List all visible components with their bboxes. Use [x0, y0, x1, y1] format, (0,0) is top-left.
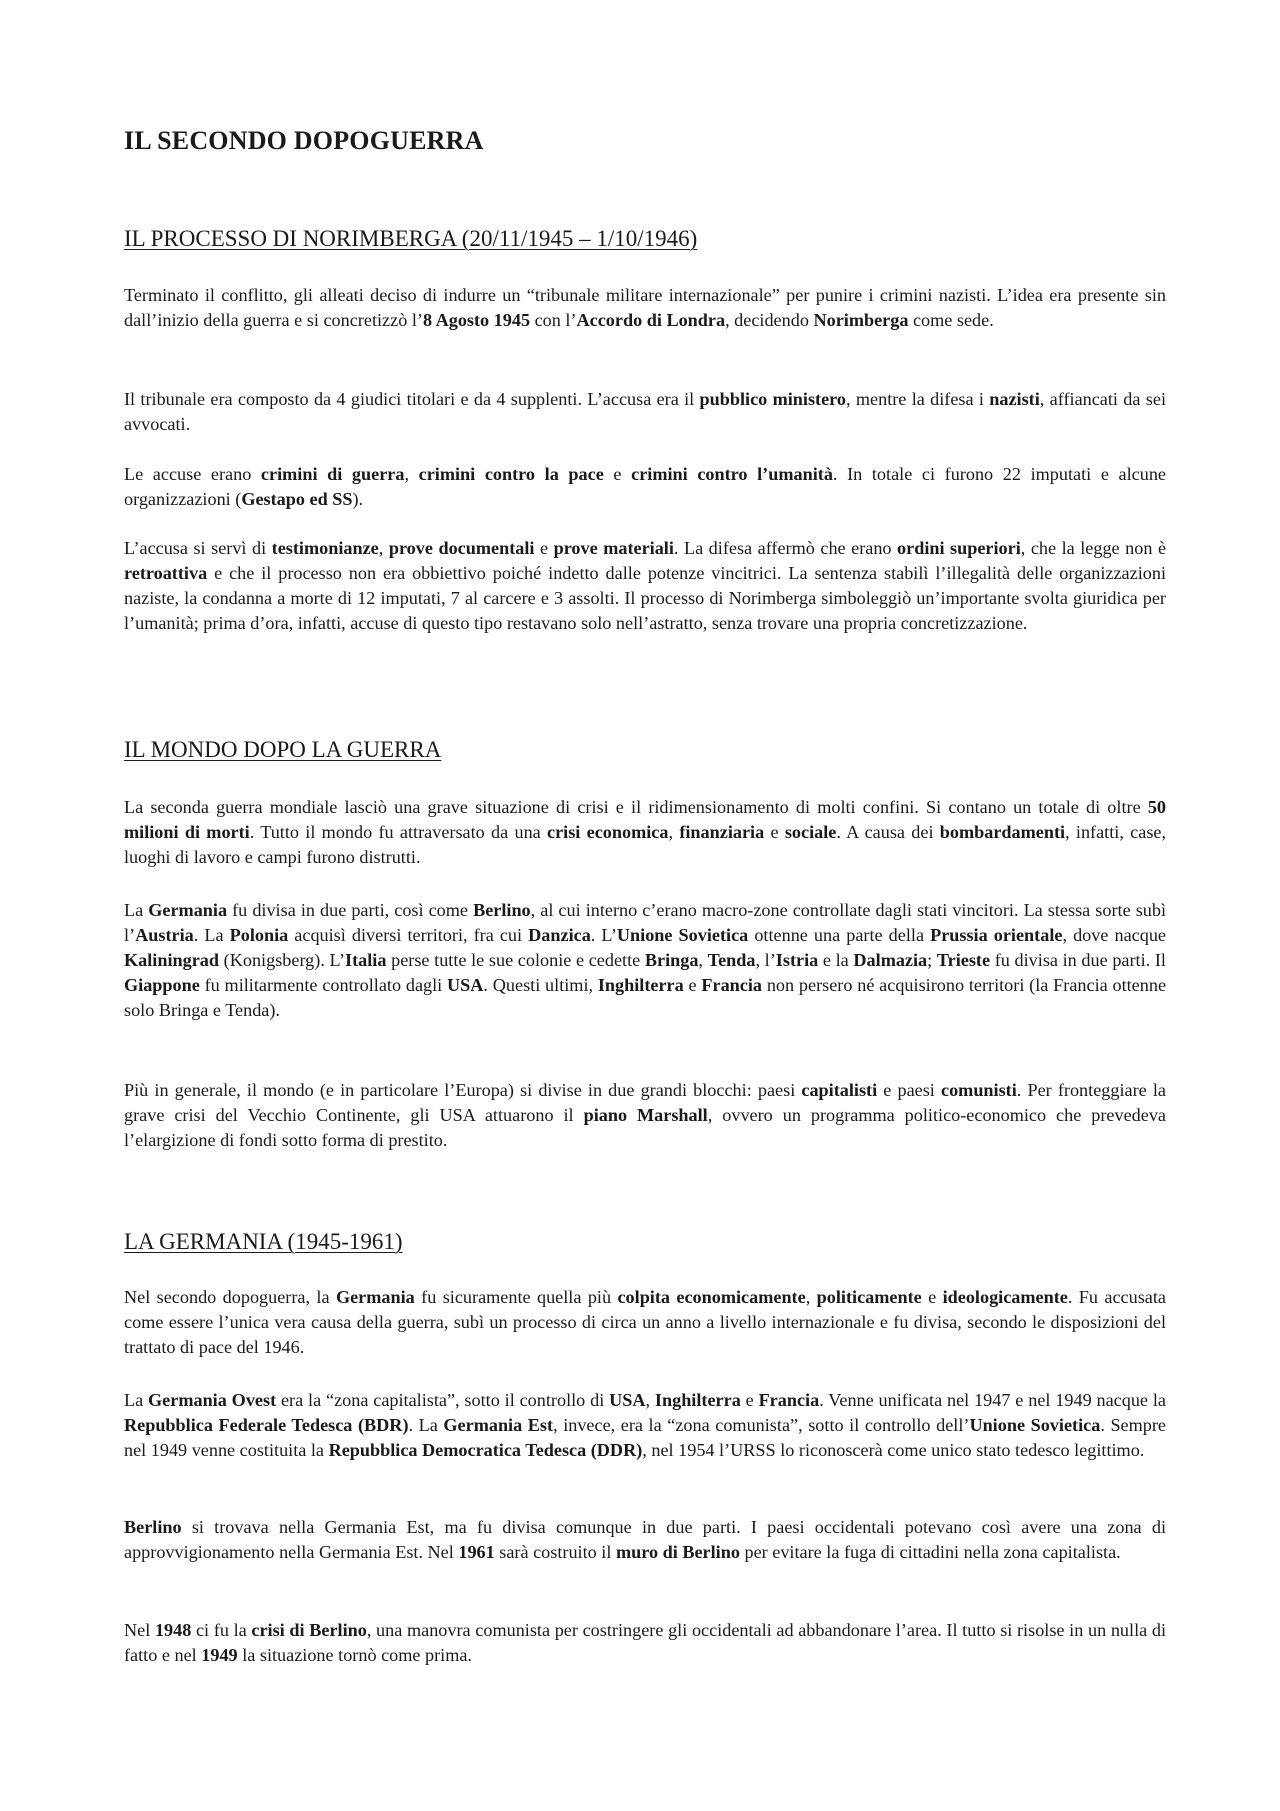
bold-term: Austria [135, 925, 194, 945]
bold-term: Germania Est [443, 1415, 554, 1435]
bold-term: Berlino [473, 900, 531, 920]
paragraph: Nel secondo dopoguerra, la Germania fu sicuramente quella più colpita economicamente, politicamente e ideologicamente. Fu accusata come essere l’unica vera causa della guerra, subì un processo di circa un anno a livello internazionale e fu divisa, secondo le disposizioni del trattato di pace del 1946. [124, 1287, 1167, 1357]
bold-term: pubblico ministero [699, 389, 847, 409]
bold-term: Polonia [229, 925, 289, 945]
document-title: IL SECONDO DOPOGUERRA [124, 126, 484, 155]
bold-term: Trieste [936, 950, 991, 970]
bold-term: Giappone [124, 975, 200, 995]
bold-term: Inghilterra [654, 1390, 741, 1410]
bold-term: Danzica [528, 925, 591, 945]
paragraph: Nel 1948 ci fu la crisi di Berlino, una manovra comunista per costringere gli occidentali ad abbandonare l’area. Il tutto si risolse in un nulla di fatto e nel 1949 la situazione tornò come prima. [124, 1620, 1167, 1665]
bold-term: ideologicamente [942, 1287, 1068, 1307]
bold-term: piano Marshall [583, 1105, 708, 1125]
bold-term: 1948 [154, 1620, 192, 1640]
bold-term: Dalmazia [853, 950, 928, 970]
bold-term: crimini contro l’umanità [631, 464, 833, 484]
bold-term: capitalisti [801, 1080, 878, 1100]
bold-term: Germania [335, 1287, 415, 1307]
bold-term: crimini contro la pace [418, 464, 604, 484]
bold-term: 1949 [201, 1645, 238, 1665]
bold-term: Inghilterra [597, 975, 684, 995]
bold-term: colpita economicamente [617, 1287, 806, 1307]
paragraph: Berlino si trovava nella Germania Est, ma fu divisa comunque in due parti. I paesi occidentali potevano così avere una zona di approvvigionamento nella Germania Est. Nel 1961 sarà costruito il muro di Berlino per evitare la fuga di cittadini nella zona capitalista. [124, 1517, 1166, 1562]
section-heading-mondo: IL MONDO DOPO LA GUERRA [124, 737, 442, 762]
bold-term: Berlino [124, 1517, 182, 1537]
bold-term: Unione Sovietica [969, 1415, 1101, 1435]
section-heading-germania: LA GERMANIA (1945-1961) [124, 1229, 403, 1254]
bold-term: Francia [701, 975, 763, 995]
bold-term: ordini superiori [897, 538, 1021, 558]
bold-term: Kaliningrad [124, 950, 220, 970]
bold-term: Germania [148, 900, 228, 920]
paragraph: La Germania fu divisa in due parti, così come Berlino, al cui interno c’erano macro-zone controllate dagli stati vincitori. La stessa sorte subì l’Austria. La Polonia acquisì diversi territori, fra cui Danzica. L’Unione Sovietica ottenne una parte della Prussia orientale, dove nacque Kaliningrad (Konigsberg). L’Italia perse tutte le sue colonie e cedette Bringa, Tenda, l’Istria e la Dalmazia; Trieste fu divisa in due parti. Il Giappone fu militarmente controllato dagli USA. Questi ultimi, Inghilterra e Francia non persero né acquisirono territori (la Francia ottenne solo Bringa e Tenda). [124, 900, 1167, 1020]
paragraph: Terminato il conflitto, gli alleati deciso di indurre un “tribunale militare internazionale” per punire i crimini nazisti. L’idea era presente sin dall’inizio della guerra e si concretizzò l’8 Agosto 1945 con l’Accordo di Londra, decidendo Norimberga come sede. [124, 285, 1166, 330]
bold-term: USA [447, 975, 484, 995]
bold-term: crisi di Berlino [251, 1620, 367, 1640]
bold-term: Istria [775, 950, 819, 970]
paragraph: L’accusa si servì di testimonianze, prove documentali e prove materiali. La difesa affermò che erano ordini superiori, che la legge non è retroattiva e che il processo non era obbiettivo poiché indetto dalle potenze vincitrici. La sentenza stabilì l’illegalità delle organizzazioni naziste, la condanna a morte di 12 imputati, 7 al carcere e 3 assolti. Il processo di Norimberga simboleggiò un’importante svolta giuridica per l’umanità; prima d’ora, infatti, accuse di questo tipo restavano solo nell’astratto, senza trovare una propria concretizzazione. [124, 538, 1167, 633]
bold-term: Germania Ovest [148, 1390, 277, 1410]
bold-term: comunisti [941, 1080, 1017, 1100]
paragraph: La seconda guerra mondiale lasciò una grave situazione di crisi e il ridimensionamento di molti confini. Si contano un totale di oltre 50 milioni di morti. Tutto il mondo fu attraversato da una crisi economica, finanziaria e sociale. A causa dei bombardamenti, infatti, case, luoghi di lavoro e campi furono distrutti. [124, 797, 1167, 867]
paragraph: La Germania Ovest era la “zona capitalista”, sotto il controllo di USA, Inghilterra e Francia. Venne unificata nel 1947 e nel 1949 nacque la Repubblica Federale Tedesca (BDR). La Germania Est, invece, era la “zona comunista”, sotto il controllo dell’Unione Sovietica. Sempre nel 1949 venne costituita la Repubblica Democratica Tedesca (DDR), nel 1954 l’URSS lo riconoscerà come unico stato tedesco legittimo. [124, 1390, 1166, 1460]
bold-term: politicamente [816, 1287, 922, 1307]
bold-term: 50 milioni di morti [124, 797, 1166, 842]
bold-term: prove materiali [553, 538, 674, 558]
paragraph: Più in generale, il mondo (e in particolare l’Europa) si divise in due grandi blocchi: paesi capitalisti e paesi comunisti. Per fronteggiare la grave crisi del Vecchio Continente, gli USA attuarono il piano Marshall, ovvero un programma politico-economico che prevedeva l’elargizione di fondi sotto forma di prestito. [124, 1080, 1166, 1150]
bold-term: Francia [758, 1390, 820, 1410]
bold-term: Unione Sovietica [616, 925, 749, 945]
bold-term: crimini di guerra [260, 464, 405, 484]
bold-term: Prussia orientale [930, 925, 1063, 945]
bold-term: testimonianze [271, 538, 379, 558]
bold-term: USA [609, 1390, 646, 1410]
bold-term: retroattiva [124, 563, 208, 583]
bold-term: Norimberga [813, 310, 909, 330]
bold-term: Tenda [707, 950, 756, 970]
bold-term: Repubblica Federale Tedesca (BDR) [124, 1415, 409, 1435]
bold-term: crisi economica [547, 822, 669, 842]
bold-term: muro di Berlino [615, 1542, 740, 1562]
paragraph: Il tribunale era composto da 4 giudici titolari e da 4 supplenti. L’accusa era il pubblico ministero, mentre la difesa i nazisti, affiancati da sei avvocati. [124, 389, 1166, 434]
bold-term: sociale [784, 822, 837, 842]
section-heading-norimberga: IL PROCESSO DI NORIMBERGA (20/11/1945 – 1/10/1946) [124, 226, 698, 251]
bold-term: Accordo di Londra [576, 310, 726, 330]
bold-term: prove documentali [388, 538, 535, 558]
bold-term: bombardamenti [939, 822, 1066, 842]
bold-term: Repubblica Democratica Tedesca (DDR) [328, 1440, 643, 1460]
bold-term: 1961 [458, 1542, 495, 1562]
bold-term: 8 Agosto 1945 [422, 310, 531, 330]
bold-term: Gestapo ed SS [241, 489, 353, 509]
bold-term: Italia [345, 950, 387, 970]
paragraph: Le accuse erano crimini di guerra, crimini contro la pace e crimini contro l’umanità. In totale ci furono 22 imputati e alcune organizzazioni (Gestapo ed SS). [124, 464, 1167, 509]
bold-term: Bringa [644, 950, 699, 970]
bold-term: nazisti [989, 389, 1040, 409]
bold-term: finanziaria [679, 822, 765, 842]
